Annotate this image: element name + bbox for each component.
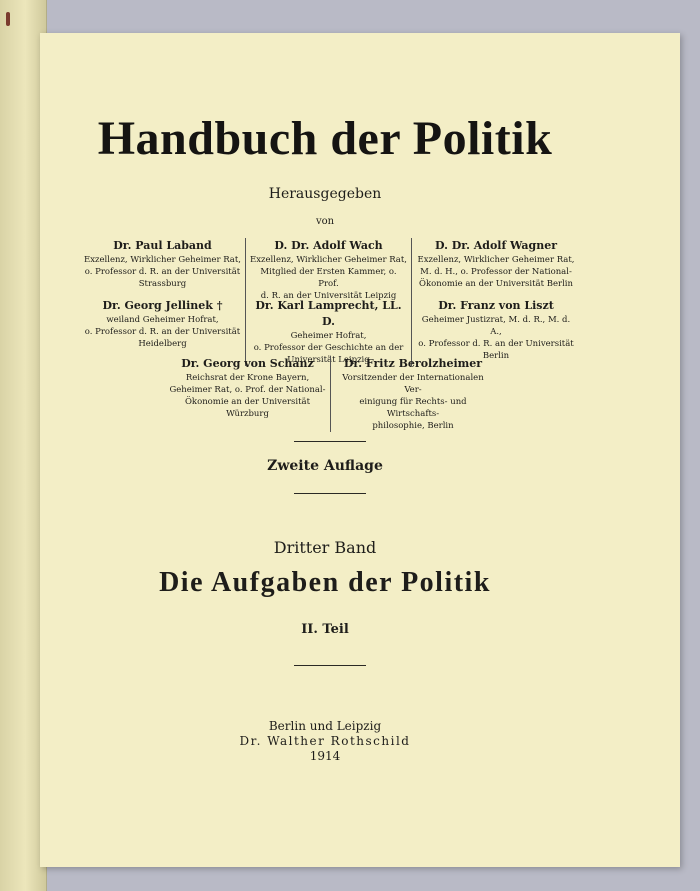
editor-desc-line: Exzellenz, Wirklicher Geheimer Rat, <box>250 255 407 265</box>
editor-wagner <box>412 238 580 302</box>
publisher-city: Berlin und Leipzig <box>268 719 382 733</box>
editor-name: Dr. Paul Laband <box>113 239 212 252</box>
editor-desc-line: Geheimer Hofrat, <box>290 331 367 341</box>
editor-desc-line: o. Professor der Geschichte an der <box>253 343 404 353</box>
editor-laband <box>80 238 246 302</box>
edition-label: Zweite Auflage <box>267 458 383 474</box>
volume-label: Dritter Band <box>273 538 377 557</box>
editor-name: Dr. Karl Lamprecht, LL. D. <box>255 299 402 328</box>
editor-desc-line: Universität Leipzig <box>287 355 370 365</box>
editor-desc-line: M. d. H., o. Professor der National- <box>420 267 572 277</box>
editor-name: Dr. Georg von Schanz <box>181 357 314 370</box>
editor-desc-line: o. Professor d. R. an der Universität <box>84 267 241 277</box>
editor-name: D. Dr. Adolf Wagner <box>434 239 558 252</box>
volume-title: Die Aufgaben der Politik <box>159 567 491 598</box>
editor-desc-line: philosophie, Berlin <box>372 421 454 431</box>
editor-desc-line: einigung für Rechts- und Wirtschafts- <box>359 397 467 419</box>
editor-desc-line: Heidelberg <box>138 339 187 349</box>
editor-desc-line: Ökonomie an der Universität Berlin <box>418 279 573 289</box>
divider-rule <box>294 665 366 666</box>
editor-desc-line: o. Professor d. R. an der Universität <box>418 339 574 349</box>
editor-schanz <box>165 356 331 432</box>
editor-name: Dr. Fritz Berolzheimer <box>343 357 483 370</box>
title-page <box>40 33 680 867</box>
editor-desc-line: Exzellenz, Wirklicher Geheimer Rat, <box>417 255 575 265</box>
editor-name: D. Dr. Adolf Wach <box>274 239 383 252</box>
editors-row-3 <box>165 356 495 432</box>
book-title: Handbuch der Politik <box>97 112 553 165</box>
part-label: II. Teil <box>301 622 349 637</box>
editor-desc-line: Exzellenz, Wirklicher Geheimer Rat, <box>84 255 241 265</box>
editor-desc-line: Reichsrat der Krone Bayern, <box>185 373 310 383</box>
editor-desc-line: Strassburg <box>138 279 187 289</box>
editor-name: Dr. Franz von Liszt <box>438 299 554 312</box>
publisher-name: Dr. Walther Rothschild <box>239 734 411 748</box>
editor-desc-line: Berlin <box>482 351 510 361</box>
editor-wach <box>246 238 412 302</box>
divider-rule <box>294 493 366 494</box>
editor-name: Dr. Georg Jellinek † <box>102 299 223 312</box>
editor-desc-line: Vorsitzender der Internationalen Ver- <box>342 373 484 395</box>
herausgegeben-label: Herausgegeben <box>268 186 382 202</box>
editor-desc-line: Ökonomie an der Universität Würzburg <box>184 397 311 419</box>
editor-berolzheimer <box>331 356 495 432</box>
divider-rule <box>294 441 366 442</box>
editors-row-1 <box>80 238 580 302</box>
editor-desc-line: Geheimer Justizrat, M. d. R., M. d. A., <box>421 315 571 337</box>
publication-year: 1914 <box>309 749 341 763</box>
editor-desc-line: weiland Geheimer Hofrat, <box>106 315 219 325</box>
editor-desc-line: o. Professor d. R. an der Universität <box>84 327 241 337</box>
editor-desc-line: Geheimer Rat, o. Prof. der National- <box>169 385 326 395</box>
editor-desc-line: Mitglied der Ersten Kammer, o. Prof. <box>260 267 397 289</box>
von-label: von <box>315 216 335 227</box>
binding-thread <box>6 12 10 26</box>
editor-desc-line: d. R. an der Universität Leipzig <box>260 291 397 301</box>
